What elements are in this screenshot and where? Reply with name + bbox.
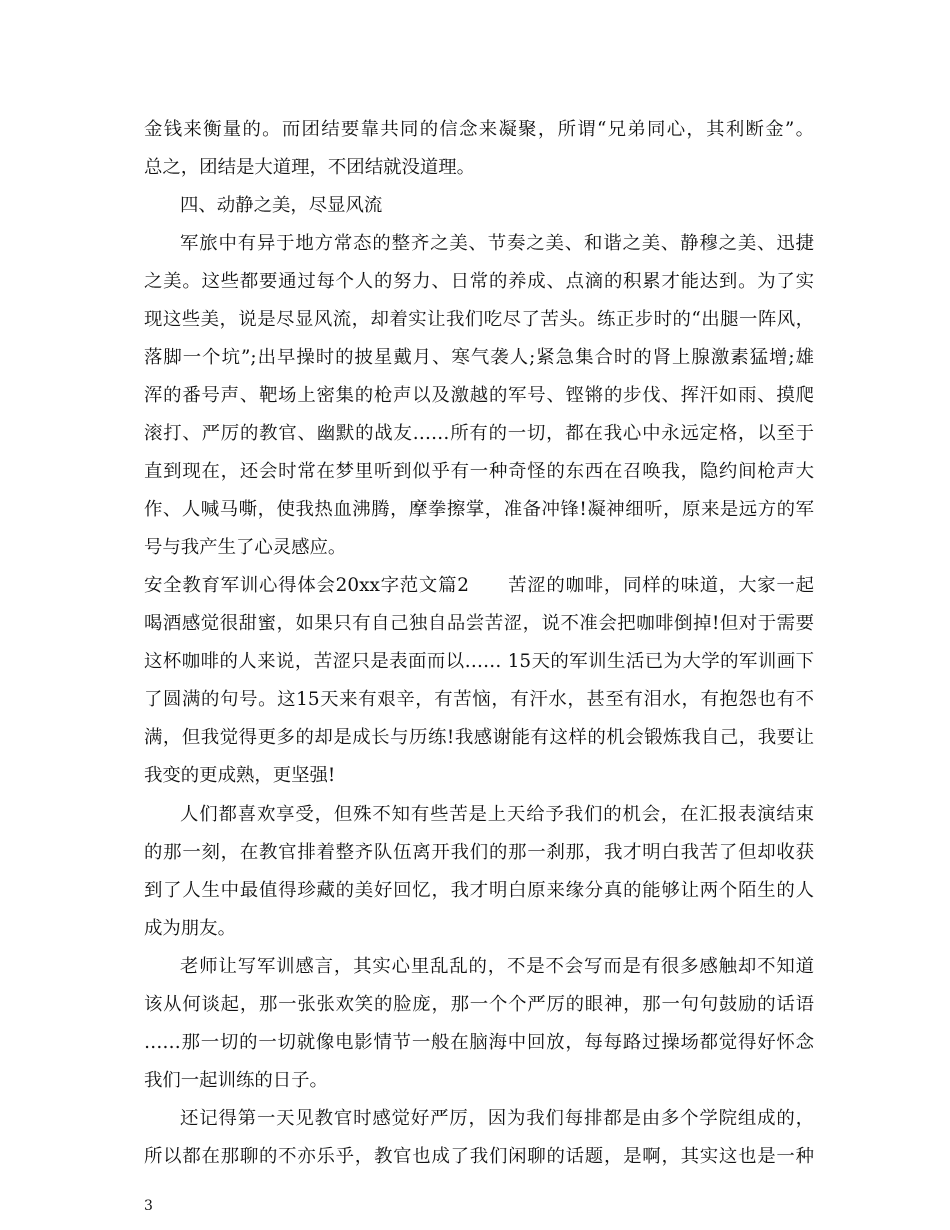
section-heading: 四、动静之美，尽显风流: [180, 195, 383, 216]
text-line: 落脚一个坑”;出早操时的披星戴月、寒气袭人;紧急集合时的肾上腺激素猛增;雄: [144, 347, 814, 368]
text-line: 老师让写军训感言，其实心里乱乱的，不是不会写而是有很多感触却不知道: [180, 956, 814, 977]
text-line: 号与我产生了心灵感应。: [144, 537, 347, 558]
text-line: 浑的番号声、靶场上密集的枪声以及激越的军号、铿锵的步伐、挥汗如雨、摸爬: [144, 385, 814, 406]
text-line: 成为朋友。: [144, 918, 236, 939]
text-line: 所以都在那聊的不亦乐乎，教官也成了我们闲聊的话题，是啊，其实这也是一种: [144, 1146, 814, 1167]
text-line: 这杯咖啡的人来说，苦涩只是表面而以…… 15天的军训生活已为大学的军训画下: [144, 651, 814, 672]
text-line: 到了人生中最值得珍藏的美好回忆，我才明白原来缘分真的能够让两个陌生的人: [144, 880, 814, 901]
text-line: 作、人喊马嘶，使我热血沸腾，摩拳擦掌，准备冲锋!凝神细听，原来是远方的军: [144, 499, 814, 520]
text-line: 喝酒感觉很甜蜜，如果只有自己独自品尝苦涩，说不准会把咖啡倒掉!但对于需要: [144, 613, 814, 634]
text-line: 现这些美，说是尽显风流，却着实让我们吃尽了苦头。练正步时的“出腿一阵风，: [144, 309, 814, 330]
article-title-line: 安全教育军训心得体会20xx字范文篇2 苦涩的咖啡，同样的味道，大家一起: [144, 575, 814, 596]
text-line: ……那一切的一切就像电影情节一般在脑海中回放，每每路过操场都觉得好怀念: [144, 1032, 814, 1053]
page-number: 3: [144, 1198, 153, 1214]
text-line: 军旅中有异于地方常态的整齐之美、节奏之美、和谐之美、静穆之美、迅捷: [180, 233, 814, 254]
text-line: 金钱来衡量的。而团结要靠共同的信念来凝聚，所谓“兄弟同心，其利断金”。: [144, 119, 814, 140]
text-line: 该从何谈起，那一张张欢笑的脸庞，那一个个严厉的眼神，那一句句鼓励的话语: [144, 994, 814, 1015]
text-line: 我变的更成熟，更坚强!: [144, 765, 336, 786]
text-line: 滚打、严厉的教官、幽默的战友……所有的一切，都在我心中永远定格，以至于: [144, 423, 814, 444]
text-line: 我们一起训练的日子。: [144, 1070, 328, 1091]
text-line: 人们都喜欢享受，但殊不知有些苦是上天给予我们的机会，在汇报表演结束: [180, 804, 814, 825]
text-line: 了圆满的句号。这15天来有艰辛，有苦恼，有汗水，甚至有泪水，有抱怨也有不: [144, 689, 814, 710]
text-line: 还记得第一天见教官时感觉好严厉，因为我们每排都是由多个学院组成的，: [180, 1108, 814, 1129]
text-line: 直到现在，还会时常在梦里听到似乎有一种奇怪的东西在召唤我，隐约间枪声大: [144, 461, 814, 482]
text-line: 总之，团结是大道理，不团结就没道理。: [144, 157, 476, 178]
text-line: 的那一刻，在教官排着整齐队伍离开我们的那一刹那，我才明白我苦了但却收获: [144, 842, 814, 863]
text-line: 之美。这些都要通过每个人的努力、日常的养成、点滴的积累才能达到。为了实: [144, 271, 814, 292]
text-line: 满，但我觉得更多的却是成长与历练!我感谢能有这样的机会锻炼我自己，我要让: [144, 727, 814, 748]
